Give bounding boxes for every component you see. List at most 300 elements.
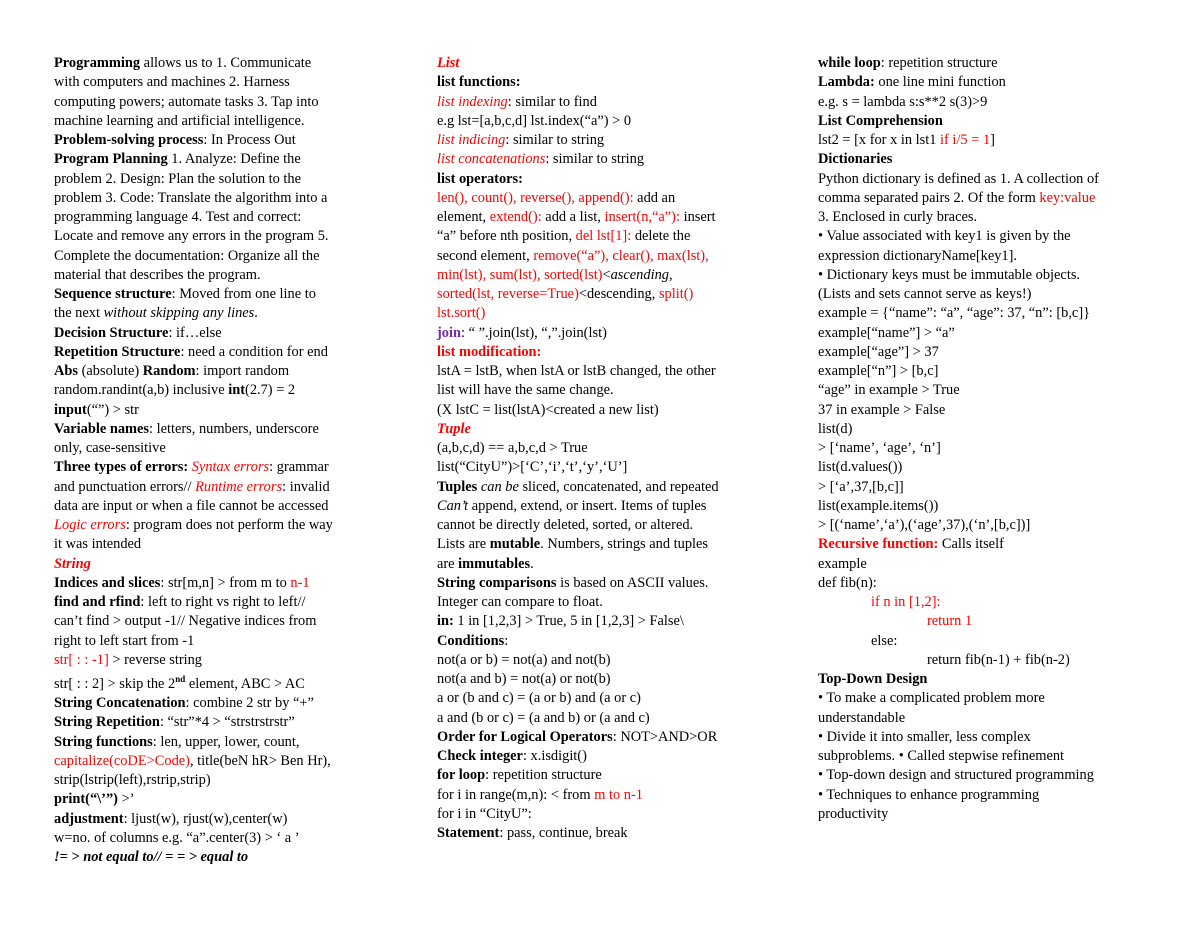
- text-run: comma separated pairs 2. Of the form: [818, 189, 1040, 206]
- text-run: “age” in example > True: [818, 382, 960, 399]
- text-line: [437, 170, 767, 189]
- text-run: for i in “CityU”:: [437, 805, 532, 822]
- text-run: > [‘name’, ‘age’, ‘n’]: [818, 440, 941, 456]
- text-run: : import random: [195, 363, 290, 379]
- text-run: input: [54, 401, 87, 418]
- text-line: [54, 285, 382, 304]
- text-line: [54, 439, 382, 458]
- notes-column-1: [54, 54, 382, 867]
- text-line: [437, 458, 767, 477]
- text-line: [54, 458, 382, 477]
- text-line: [818, 478, 1152, 497]
- text-run: e.g lst=[a,b,c,d] lst.index(“a”) > 0: [437, 112, 632, 129]
- text-line: [437, 189, 767, 208]
- text-line: [818, 689, 1152, 708]
- text-line: [54, 343, 382, 362]
- text-run: add an: [633, 189, 676, 206]
- text-run: list indexing: [437, 93, 508, 110]
- text-line: [54, 771, 382, 790]
- text-run: Statement: [437, 825, 500, 841]
- text-run: subproblems. • Called stepwise refinement: [818, 748, 1065, 764]
- text-run: : “ ”.join(lst), “,”.join(lst): [461, 324, 607, 341]
- text-line: [54, 733, 382, 752]
- text-run: return 1: [927, 613, 973, 630]
- text-run: : if…else: [168, 324, 222, 341]
- text-line: [54, 131, 382, 150]
- text-line: [437, 574, 767, 593]
- text-run: > reverse string: [108, 651, 202, 668]
- text-run: : letters, numbers, underscore: [149, 420, 319, 437]
- text-line: [818, 670, 1152, 689]
- text-run: list concatenations: [437, 151, 546, 168]
- text-run: Check integer: [437, 748, 523, 764]
- text-line: [818, 227, 1152, 246]
- text-line: [437, 266, 767, 285]
- text-run: remove(“a”), clear(), max(lst),: [533, 247, 709, 264]
- text-line: [437, 535, 767, 554]
- text-line: [437, 150, 767, 169]
- text-run: list will have the same change.: [437, 382, 614, 399]
- text-line: [818, 497, 1152, 516]
- text-run: : “str”*4 > “strstrstrstr”: [159, 714, 295, 731]
- text-run: Syntax errors: [191, 459, 270, 476]
- text-run: : similar to string: [505, 132, 605, 148]
- text-run: Sequence structure: [54, 286, 172, 302]
- text-run: ]: [990, 132, 995, 148]
- text-run: for i in range(m,n): < from: [437, 786, 595, 803]
- text-line: [437, 824, 767, 843]
- text-run: 3. Enclosed in curly braces.: [818, 209, 978, 225]
- text-run: <: [602, 266, 611, 283]
- text-run: capitalize(coDE>Code): [54, 752, 190, 769]
- text-line: [54, 324, 382, 343]
- text-line: [54, 170, 382, 189]
- text-run: sorted(lst, reverse=True): [437, 286, 579, 302]
- text-run: Dictionaries: [818, 151, 893, 168]
- text-run: right to left start from -1: [54, 632, 195, 649]
- text-run: Conditions: [437, 632, 505, 649]
- text-line: [818, 285, 1152, 304]
- text-run: it was intended: [54, 536, 142, 553]
- text-run: : repetition structure: [485, 767, 602, 784]
- notes-column-3: [818, 54, 1152, 824]
- text-line: [54, 810, 382, 829]
- text-run: Lists are: [437, 536, 490, 553]
- text-run: Program Planning: [54, 151, 168, 168]
- text-line: [818, 362, 1152, 381]
- text-run: 1 in [1,2,3] > True, 5 in [1,2,3] > False\: [453, 613, 684, 630]
- text-line: [437, 93, 767, 112]
- text-run: . Numbers, strings and tuples: [540, 536, 708, 553]
- text-line: [54, 612, 382, 631]
- text-run: .: [254, 305, 258, 322]
- text-run: problem 3. Code: Translate the algorithm into a: [54, 189, 328, 206]
- text-run: String: [54, 555, 91, 572]
- text-run: programming language 4. Test and correct:: [54, 209, 302, 225]
- text-run: example[“age”] > 37: [818, 343, 939, 360]
- text-run: Three types of errors:: [54, 459, 192, 476]
- text-line: [437, 709, 767, 728]
- text-run: • Value associated with key1 is given by the: [818, 228, 1071, 245]
- text-line: [818, 381, 1152, 400]
- text-line: [818, 709, 1152, 728]
- text-line: [54, 54, 382, 73]
- text-run: a or (b and c) = (a or b) and (a or c): [437, 690, 641, 707]
- text-run: Top-Down Design: [818, 671, 928, 687]
- text-run: material that describes the program.: [54, 266, 261, 283]
- text-run: Variable names: [54, 420, 150, 437]
- text-run: Repetition Structure: [54, 343, 181, 360]
- text-run: Lambda:: [818, 74, 875, 91]
- text-run: if i/5 = 1: [940, 132, 991, 148]
- text-run: Complete the documentation: Organize all the: [54, 247, 320, 264]
- text-run: w=no. of columns e.g. “a”.center(3) > ‘ a ’: [54, 829, 300, 846]
- text-run: • Divide it into smaller, less complex: [818, 728, 1031, 745]
- text-run: del lst[1]:: [575, 228, 632, 245]
- text-run: list(d): [818, 420, 853, 437]
- text-run: is based on ASCII values.: [556, 574, 709, 591]
- text-run: nd: [175, 674, 186, 684]
- text-line: [54, 535, 382, 554]
- text-run: list(example.items()): [818, 497, 939, 514]
- text-run: element,: [437, 209, 490, 225]
- text-run: without skipping any lines: [103, 305, 255, 322]
- text-run: Can’t: [437, 497, 469, 514]
- text-run: return fib(n-1) + fib(n-2): [927, 651, 1070, 668]
- text-line: [54, 247, 382, 266]
- text-line: [818, 593, 1152, 612]
- text-line: [54, 752, 382, 771]
- text-line: [437, 728, 767, 747]
- text-run: min(lst), sum(lst), sorted(lst): [437, 266, 603, 283]
- text-run: expression dictionaryName[key1].: [818, 247, 1018, 264]
- text-line: [437, 73, 767, 92]
- text-line: [437, 131, 767, 150]
- text-line: [818, 266, 1152, 285]
- text-line: [54, 150, 382, 169]
- text-line: [818, 73, 1152, 92]
- text-line: [818, 728, 1152, 747]
- text-run: add a list,: [541, 209, 605, 225]
- text-run: second element,: [437, 247, 534, 264]
- text-line: [54, 189, 382, 208]
- text-line: [437, 362, 767, 381]
- text-line: [54, 208, 382, 227]
- text-run: are: [437, 555, 459, 572]
- text-line: [437, 247, 767, 266]
- text-line: [437, 420, 767, 439]
- text-run: insert(n,“a”):: [604, 209, 680, 225]
- text-line: [818, 766, 1152, 785]
- text-line: [818, 93, 1152, 112]
- text-run: example[“n”] > [b,c]: [818, 363, 939, 379]
- text-line: [437, 593, 767, 612]
- text-run: > [‘a’,37,[b,c]]: [818, 478, 904, 495]
- text-run: 1. Analyze: Define the: [167, 151, 301, 168]
- text-run: lstA = lstB, when lstA or lstB changed, the other: [437, 363, 716, 379]
- text-run: : str[m,n] > from m to: [160, 574, 291, 591]
- text-line: [437, 651, 767, 670]
- text-line: [437, 343, 767, 362]
- text-run: : len, upper, lower, count,: [152, 733, 300, 750]
- text-line: [437, 805, 767, 824]
- text-run: • To make a complicated problem more: [818, 690, 1045, 707]
- text-run: Indices and slices: [54, 574, 161, 591]
- text-run: : Moved from one line to: [171, 286, 316, 302]
- text-run: Abs: [54, 363, 78, 379]
- text-line: [818, 555, 1152, 574]
- text-line: [818, 420, 1152, 439]
- text-line: [818, 150, 1152, 169]
- text-line: [818, 439, 1152, 458]
- text-run: Calls itself: [938, 536, 1004, 553]
- text-run: String Repetition: [54, 714, 160, 731]
- text-line: [818, 632, 1152, 651]
- text-line: [54, 420, 382, 439]
- text-line: [54, 516, 382, 535]
- text-line: [437, 478, 767, 497]
- text-run: Order for Logical Operators: [437, 728, 613, 745]
- text-run: e.g. s = lambda s:s**2 s(3)>9: [818, 93, 988, 110]
- text-line: [818, 458, 1152, 477]
- text-run: • Top-down design and structured programming: [818, 767, 1094, 784]
- text-line: [54, 555, 382, 574]
- text-line: [54, 497, 382, 516]
- text-run: Tuple: [437, 420, 471, 437]
- text-run: (2.7) = 2: [245, 382, 296, 399]
- text-run: Random: [142, 363, 196, 379]
- text-line: [437, 208, 767, 227]
- text-line: [437, 439, 767, 458]
- text-line: [437, 304, 767, 323]
- text-line: [818, 612, 1152, 631]
- text-run: not(a and b) = not(a) or not(b): [437, 671, 611, 687]
- text-line: [54, 73, 382, 92]
- text-run: String functions: [54, 733, 153, 750]
- text-line: [818, 651, 1152, 670]
- text-run: (a,b,c,d) == a,b,c,d > True: [437, 440, 588, 456]
- notes-column-2: [437, 54, 767, 843]
- text-run: len(), count(), reverse(), append():: [437, 189, 634, 206]
- text-line: [54, 401, 382, 420]
- text-run: sliced, concatenated, and repeated: [518, 478, 719, 495]
- text-line: [437, 555, 767, 574]
- text-run: problem 2. Design: Plan the solution to the: [54, 170, 302, 187]
- text-run: .: [530, 555, 534, 572]
- text-run: n-1: [290, 574, 310, 591]
- text-line: [54, 593, 382, 612]
- text-line: [54, 632, 382, 651]
- text-line: [437, 689, 767, 708]
- text-line: [818, 805, 1152, 824]
- text-run: list functions:: [437, 74, 521, 91]
- text-run: : combine 2 str by “+”: [185, 695, 314, 712]
- text-run: int: [228, 382, 246, 399]
- text-line: [818, 112, 1152, 131]
- text-line: [818, 786, 1152, 805]
- text-line: [818, 247, 1152, 266]
- text-run: while loop: [818, 55, 881, 71]
- text-line: [818, 189, 1152, 208]
- text-run: ascending: [610, 266, 669, 283]
- text-run: one line mini function: [874, 74, 1006, 91]
- text-run: List Comprehension: [818, 112, 943, 129]
- text-line: [818, 401, 1152, 420]
- text-run: : x.isdigit(): [522, 748, 587, 764]
- text-run: not(a or b) = not(a) and not(b): [437, 651, 611, 668]
- text-line: [54, 848, 382, 867]
- text-run: mutable: [489, 536, 541, 553]
- text-line: [818, 54, 1152, 73]
- text-run: String comparisons: [437, 574, 557, 591]
- text-run: understandable: [818, 709, 906, 726]
- text-run: : pass, continue, break: [499, 825, 628, 841]
- text-line: [437, 285, 767, 304]
- text-run: Runtime errors: [195, 478, 283, 495]
- text-line: [437, 497, 767, 516]
- text-run: list(“CityU”)>[‘C’,‘i’,‘t’,‘y’,‘U’]: [437, 459, 628, 476]
- text-run: and punctuation errors//: [54, 478, 196, 495]
- text-line: [437, 112, 767, 131]
- text-run: Integer can compare to float.: [437, 594, 603, 610]
- text-run: join: [437, 324, 461, 341]
- text-line: [818, 324, 1152, 343]
- text-run: list indicing: [437, 132, 506, 148]
- text-run: : invalid: [282, 478, 330, 495]
- text-line: [818, 574, 1152, 593]
- text-line: [437, 227, 767, 246]
- text-line: [54, 790, 382, 809]
- text-run: str[ : : 2] > skip the 2: [54, 675, 176, 692]
- text-run: Decision Structure: [54, 324, 169, 341]
- text-run: lst2 = [x for x in lst1: [818, 132, 941, 148]
- text-run: String Concatenation: [54, 695, 186, 712]
- text-run: : NOT>AND>OR: [612, 728, 718, 745]
- text-run: extend():: [489, 209, 542, 225]
- text-run: (absolute): [78, 363, 143, 379]
- text-line: [818, 208, 1152, 227]
- text-line: [437, 632, 767, 651]
- text-line: [437, 324, 767, 343]
- text-run: with computers and machines 2. Harness: [54, 74, 290, 91]
- text-run: if n in [1,2]:: [871, 594, 941, 610]
- text-run: the next: [54, 305, 104, 322]
- text-run: productivity: [818, 805, 889, 822]
- text-run: : program does not perform the way: [125, 517, 333, 533]
- text-run: computing powers; automate tasks 3. Tap into: [54, 93, 319, 110]
- text-run: > [(‘name’,‘a’),(‘age’,37),(‘n’,[b,c])]: [818, 517, 1031, 533]
- text-run: ,: [668, 266, 673, 283]
- text-run: (Lists and sets cannot serve as keys!): [818, 286, 1032, 302]
- text-run: a and (b or c) = (a and b) or (a and c): [437, 709, 650, 726]
- text-run: str[ : : -1]: [54, 651, 109, 668]
- text-run: print(“\’”): [54, 791, 118, 808]
- text-run: lst.sort(): [437, 305, 486, 322]
- text-run: • Techniques to enhance programming: [818, 786, 1040, 803]
- text-run: Recursive function:: [818, 536, 939, 553]
- text-line: [818, 131, 1152, 150]
- text-run: Logic errors: [54, 517, 126, 533]
- text-run: allows us to 1. Communicate: [140, 55, 312, 71]
- text-line: [54, 651, 382, 670]
- text-run: : grammar: [269, 459, 329, 476]
- text-run: element, ABC > AC: [185, 675, 305, 692]
- text-run: Locate and remove any errors in the program 5.: [54, 228, 329, 245]
- text-run: in:: [437, 613, 454, 630]
- text-run: :: [504, 632, 509, 649]
- text-line: [54, 574, 382, 593]
- text-line: [437, 54, 767, 73]
- text-run: (X lstC = list(lstA)<created a new list): [437, 401, 659, 418]
- text-run: machine learning and artificial intelligence.: [54, 112, 305, 129]
- text-run: example: [818, 555, 867, 572]
- text-line: [54, 670, 382, 694]
- text-run: random.randint(a,b) inclusive: [54, 382, 229, 399]
- text-run: 37 in example > False: [818, 401, 946, 418]
- text-line: [54, 478, 382, 497]
- text-run: data are input or when a file cannot be accessed: [54, 497, 329, 514]
- text-run: list modification:: [437, 343, 542, 360]
- text-line: [54, 93, 382, 112]
- text-run: , title(beN hR> Ben Hr),: [189, 752, 331, 769]
- text-run: : similar to string: [545, 151, 645, 168]
- text-line: [437, 766, 767, 785]
- text-run: can be: [477, 478, 519, 495]
- text-run: append, extend, or insert. Items of tuples: [468, 497, 707, 514]
- text-line: [437, 670, 767, 689]
- text-run: <descending,: [578, 286, 659, 302]
- text-run: : need a condition for end: [180, 343, 328, 360]
- text-line: [437, 786, 767, 805]
- text-run: List: [437, 55, 460, 71]
- text-run: m to n-1: [594, 786, 643, 803]
- text-line: [54, 713, 382, 732]
- text-line: [437, 612, 767, 631]
- text-line: [54, 362, 382, 381]
- text-line: [54, 266, 382, 285]
- text-run: Problem-solving process: [54, 132, 204, 148]
- text-line: [818, 516, 1152, 535]
- text-run: list(d.values()): [818, 459, 903, 476]
- text-line: [54, 112, 382, 131]
- text-run: : repetition structure: [880, 55, 998, 71]
- text-run: strip(lstrip(left),rstrip,strip): [54, 772, 211, 789]
- text-run: insert: [679, 209, 716, 225]
- text-run: else:: [871, 632, 898, 649]
- text-run: delete the: [631, 228, 691, 245]
- text-run: adjustment: [54, 810, 124, 827]
- text-run: Python dictionary is defined as 1. A collection of: [818, 170, 1099, 187]
- text-run: can’t find > output -1// Negative indices from: [54, 613, 317, 630]
- text-run: : left to right vs right to left//: [140, 594, 306, 610]
- text-run: (“”) > str: [86, 401, 139, 418]
- text-run: : similar to find: [507, 93, 597, 110]
- text-run: • Dictionary keys must be immutable objects.: [818, 266, 1081, 283]
- text-run: != > not equal to// = = > equal to: [54, 849, 249, 866]
- text-line: [54, 227, 382, 246]
- text-run: def fib(n):: [818, 574, 877, 591]
- text-line: [818, 535, 1152, 554]
- text-run: for loop: [437, 767, 486, 784]
- text-line: [818, 343, 1152, 362]
- text-run: cannot be directly deleted, sorted, or altered.: [437, 517, 694, 533]
- text-line: [54, 829, 382, 848]
- text-line: [437, 401, 767, 420]
- text-run: : ljust(w), rjust(w),center(w): [123, 810, 288, 827]
- text-run: immutables: [458, 555, 531, 572]
- text-run: split(): [658, 286, 694, 302]
- text-run: list operators:: [437, 170, 523, 187]
